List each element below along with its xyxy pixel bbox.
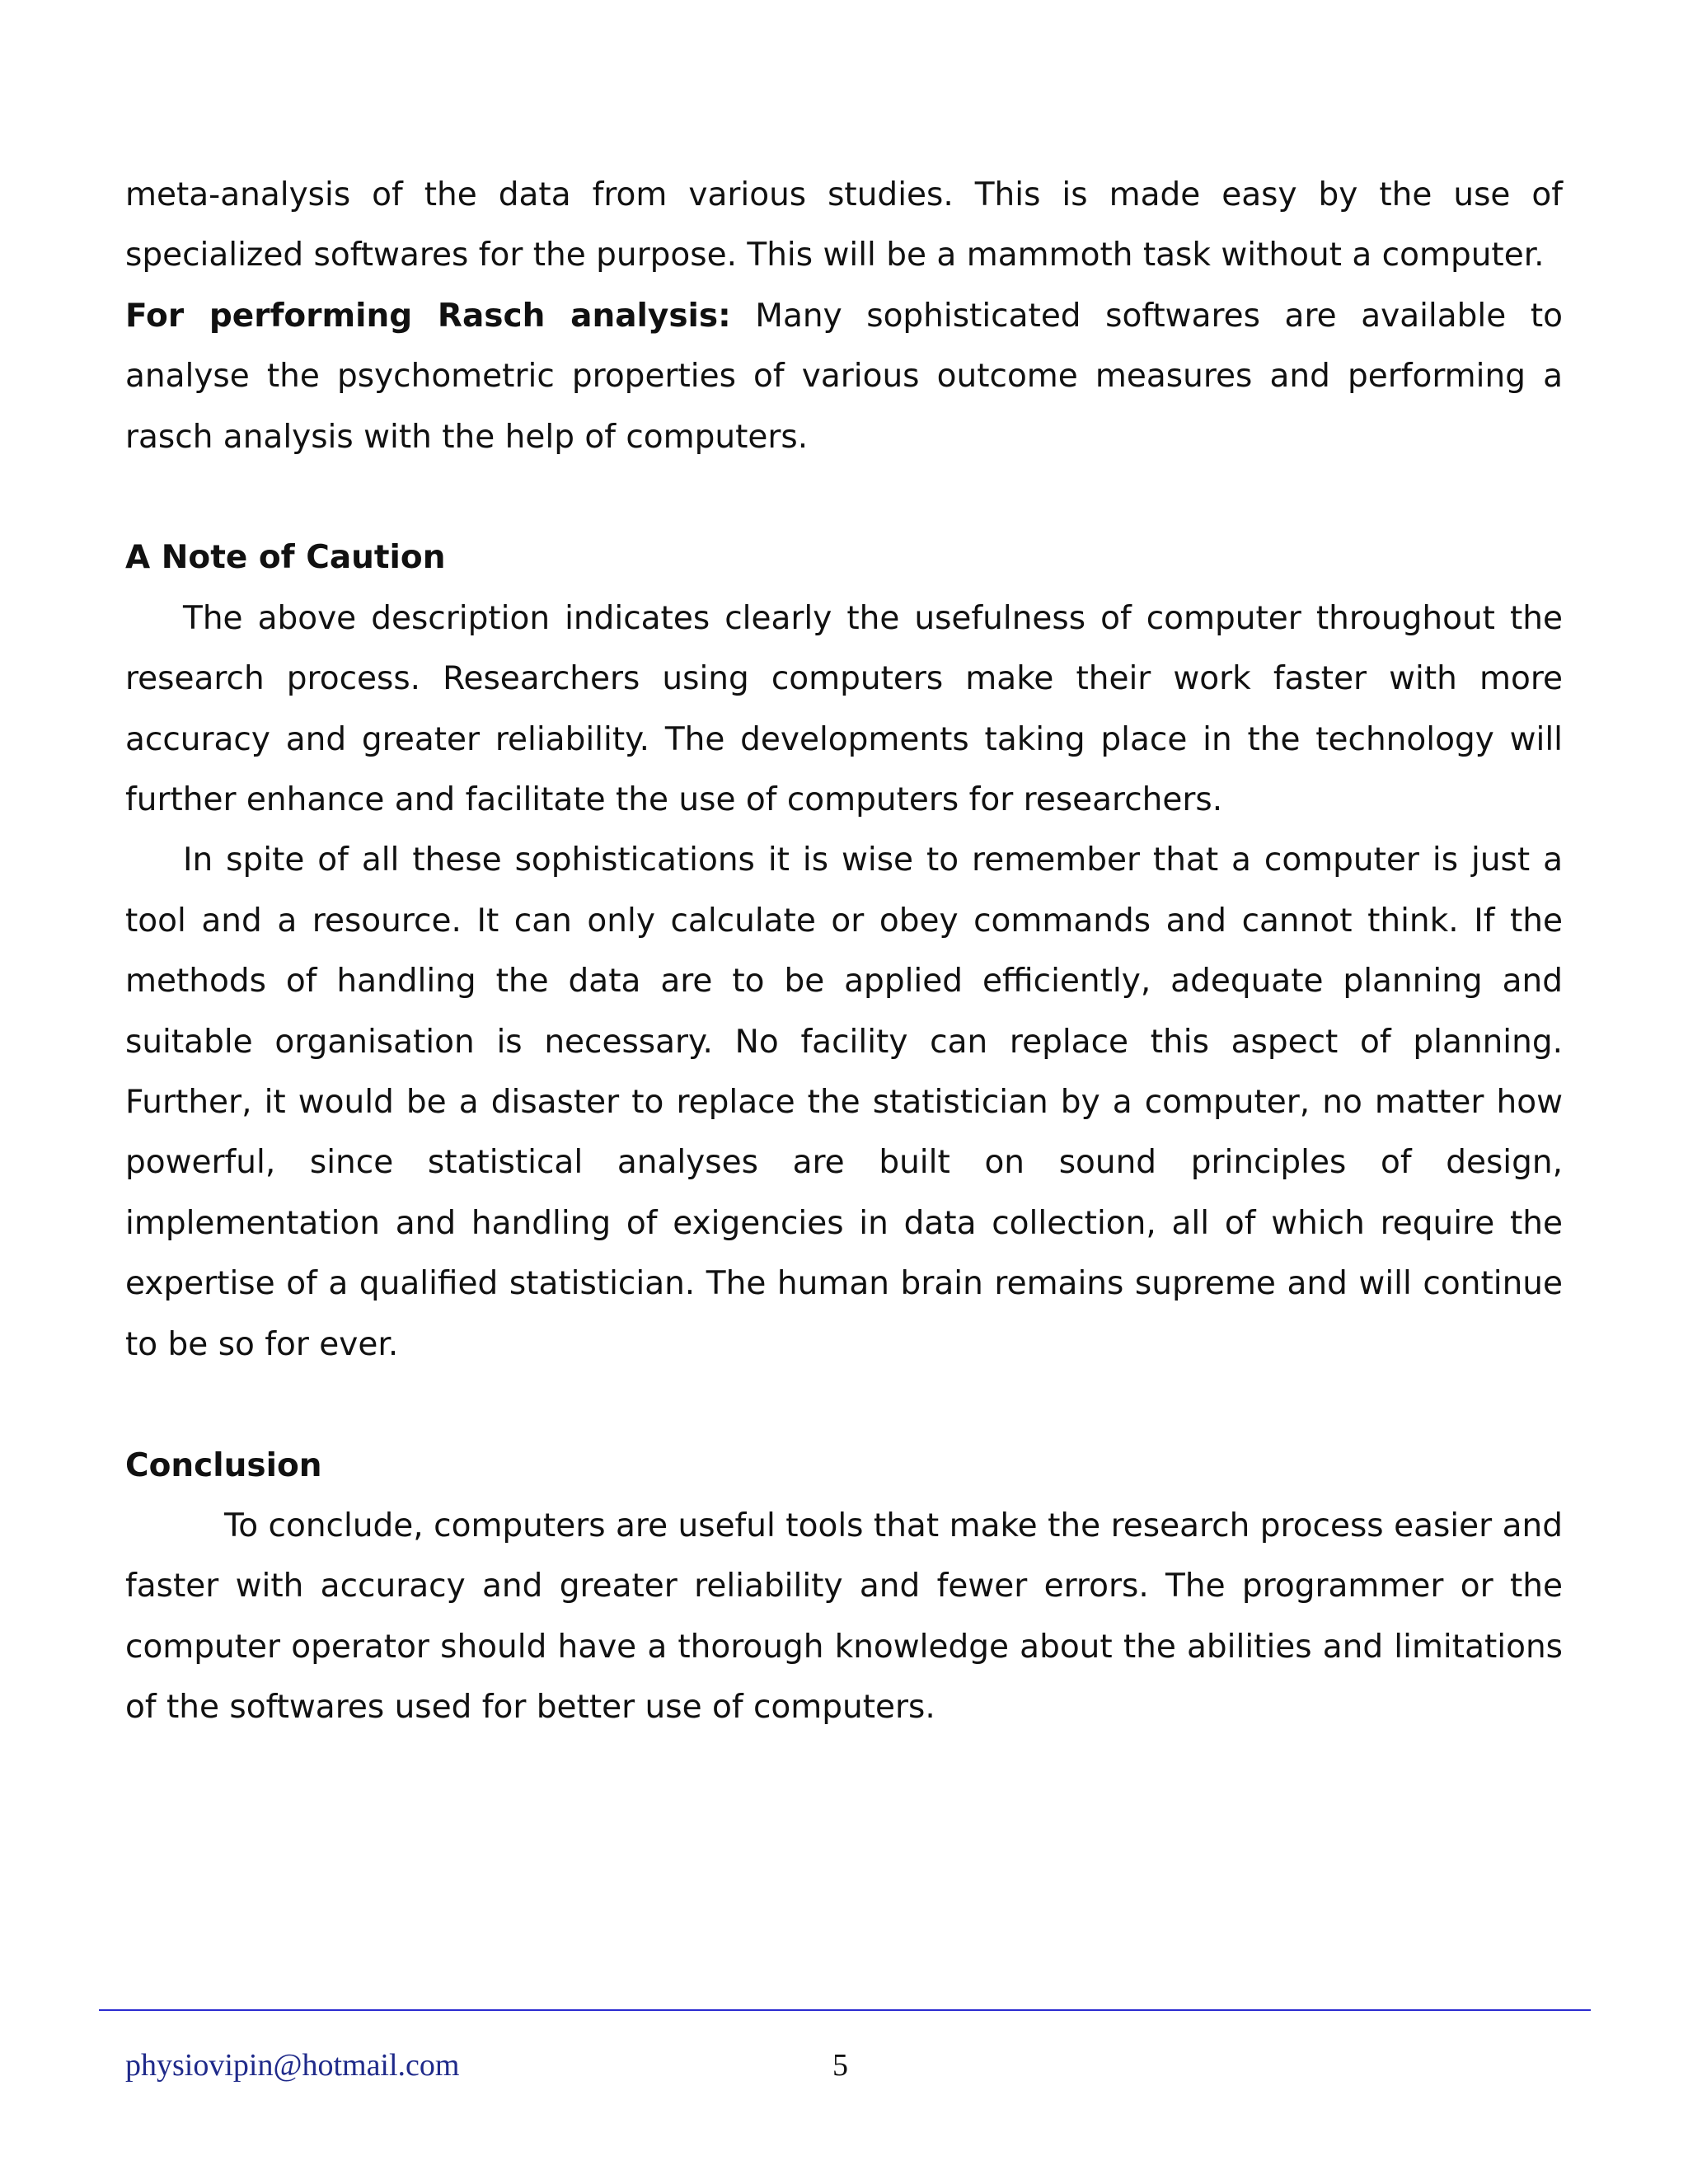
caution-paragraph-2: In spite of all these sophistications it is wise to remember that a computer is just a tool and a resource. It can only calculate or obey commands and cannot think. If the methods of handling the data are to be applied efficiently, adequate planning and suitable organisation is necessary. No facility can replace this aspect of planning. Further, it would be a disaster to replace the statistician by a computer, no matter how powerful, since statistical analyses are built on sound principles of design, implementation and handling of exigencies in data collection, all of which require the expertise of a qualified statistician. The human brain remains supreme and will continue to be so for ever. xyxy=(125,841,1563,1363)
conclusion-heading: Conclusion xyxy=(125,1446,322,1484)
caution-paragraph-1: The above description indicates clearly the usefulness of computer throughout the research process. Researchers using computers make their work faster with more accuracy and greater reliability. The developments taking place in the technology will further enhance and facilitate the use of computers for researchers. xyxy=(125,599,1563,819)
footer-email: physiovipin@hotmail.com xyxy=(125,2048,460,2083)
section-gap xyxy=(125,1375,1563,1435)
page-number: 5 xyxy=(832,2048,848,2083)
rasch-paragraph xyxy=(125,286,1563,467)
conclusion-paragraph: To conclude, computers are useful tools that make the research process easier and faster with accuracy and greater reliability and fewer errors. The programmer or the computer operator should have a thorough knowledge about the abilities and limitations of the softwares used for better use of computers. xyxy=(125,1507,1563,1727)
rasch-label: For performing Rasch analysis: xyxy=(125,297,731,335)
footer-divider xyxy=(99,2009,1591,2011)
intro-paragraph: meta-analysis of the data from various studies. This is made easy by the use of specialized softwares for the purpose. This will be a mammoth task without a computer. xyxy=(125,176,1563,274)
page-body xyxy=(125,165,1563,1738)
caution-heading: A Note of Caution xyxy=(125,539,446,577)
section-gap xyxy=(125,467,1563,527)
rasch-text: Many sophisticated softwares are available to analyse the psychometric properties of various outcome measures and performing a rasch analysis with the help of computers. xyxy=(125,297,1563,456)
